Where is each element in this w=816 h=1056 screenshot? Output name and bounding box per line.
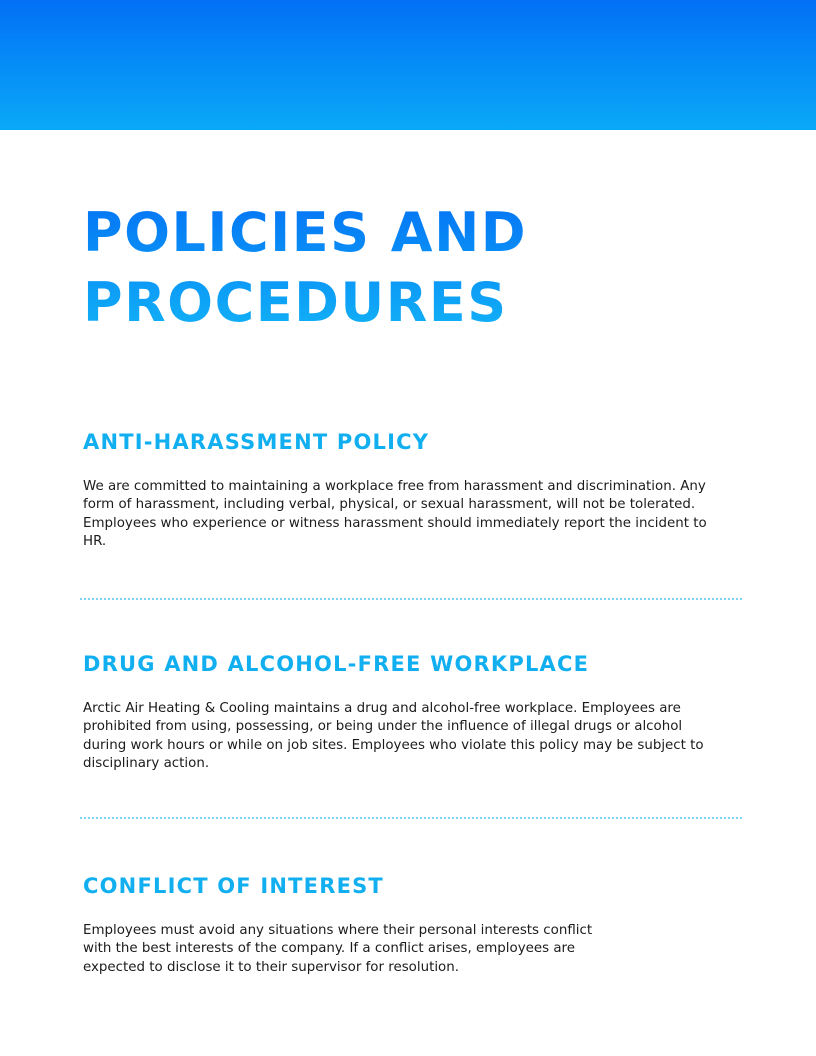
- section-anti-harassment: [83, 428, 723, 551]
- section-body: Arctic Air Heating & Cooling maintains a drug and alcohol-free workplace. Employees are prohibited from using, possessing, or being under the influence of illegal drugs or alcohol during work hours or while on job sites. Employees who violate this policy may be subject to disciplinary action.: [83, 701, 704, 771]
- page-title-line-1: POLICIES AND: [83, 201, 528, 264]
- section-heading: ANTI-HARASSMENT POLICY: [83, 430, 430, 454]
- header-band: [0, 0, 816, 130]
- section-divider: [80, 598, 742, 600]
- section-heading: DRUG AND ALCOHOL-FREE WORKPLACE: [83, 652, 590, 676]
- page-title-line-2: PROCEDURES: [83, 271, 508, 334]
- section-divider: [80, 817, 742, 819]
- section-drug-alcohol-free: [83, 650, 723, 773]
- section-conflict-of-interest: [83, 872, 723, 977]
- section-body: We are committed to maintaining a workplace free from harassment and discrimination. Any form of harassment, including verbal, physical, or sexual harassment, will not be tolerated. Employees who experience or witness harassment should immediately report the incident to HR.: [83, 479, 707, 549]
- section-heading: CONFLICT OF INTEREST: [83, 874, 384, 898]
- section-body: Employees must avoid any situations where their personal interests conflict with the best interests of the company. If a conflict arises, employees are expected to disclose it to their supervisor for resolution.: [83, 923, 593, 975]
- page-title: [83, 198, 723, 338]
